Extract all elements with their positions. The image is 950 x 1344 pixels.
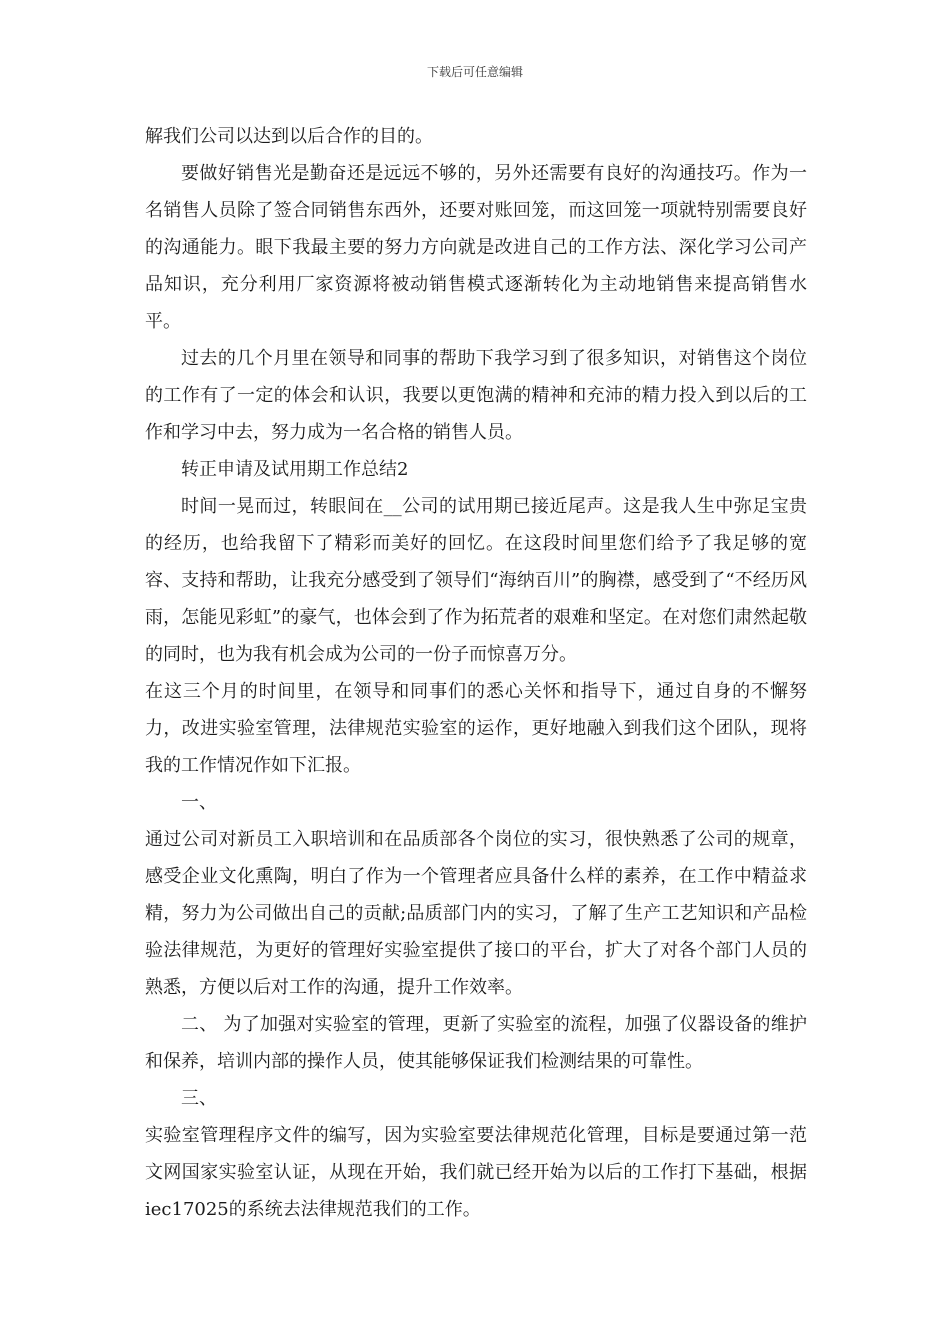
paragraph-past-months: 过去的几个月里在领导和同事的帮助下我学习到了很多知识，对销售这个岗位的工作有了一定的体会和认识，我要以更饱满的精神和充沛的精力投入到以后的工作和学习中去，努力成为一名合格的销售人员。	[145, 348, 807, 443]
paragraph-three-months: 在这三个月的时间里，在领导和同事们的悉心关怀和指导下，通过自身的不懈努力，改进实验室管理，法律规范实验室的运作，更好地融入到我们这个团队，现将我的工作情况作如下汇报。	[145, 681, 807, 776]
paragraph-lab-documents: 实验室管理程序文件的编写，因为实验室要法律规范化管理，目标是要通过第一范文网国家实验室认证，从现在开始，我们就已经开始为以后的工作打下基础，根据iec17025的系统去法律规范我们的工作。	[145, 1125, 807, 1220]
paragraph-time-flies: 时间一晃而过，转眼间在__公司的试用期已接近尾声。这是我人生中弥足宝贵的经历，也给我留下了精彩而美好的回忆。在这段时间里您们给予了我足够的宽容、支持和帮助，让我充分感受到了领导们“海纳百川”的胸襟，感受到了“不经历风雨，怎能见彩虹”的豪气，也体会到了作为拓荒者的艰难和坚定。在对您们肃然起敬的同时，也为我有机会成为公司的一份子而惊喜万分。	[145, 496, 807, 665]
page-header: 下载后可任意编辑	[426, 65, 523, 79]
paragraph-item-two: 二、 为了加强对实验室的管理，更新了实验室的流程，加强了仪器设备的维护和保养，培训内部的操作人员，使其能够保证我们检测结果的可靠性。	[145, 1014, 807, 1072]
paragraph-training: 通过公司对新员工入职培训和在品质部各个岗位的实习，很快熟悉了公司的规章，感受企业文化熏陶，明白了作为一个管理者应具备什么样的素养，在工作中精益求精，努力为公司做出自己的贡献;品质部门内的实习，了解了生产工艺知识和产品检验法律规范，为更好的管理好实验室提供了接口的平台，扩大了对各个部门人员的熟悉，方便以后对工作的沟通，提升工作效率。	[145, 829, 807, 998]
paragraph-continuation: 解我们公司以达到以后合作的目的。	[145, 126, 433, 147]
document-body	[145, 118, 807, 1228]
list-marker-three: 三、	[181, 1088, 217, 1109]
list-marker-one: 一、	[181, 792, 217, 813]
section-heading-summary-2: 转正申请及试用期工作总结2	[181, 459, 409, 480]
paragraph-communication-skills: 要做好销售光是勤奋还是远远不够的，另外还需要有良好的沟通技巧。作为一名销售人员除了签合同销售东西外，还要对账回笼，而这回笼一项就特别需要良好的沟通能力。眼下我最主要的努力方向就是改进自己的工作方法、深化学习公司产品知识，充分利用厂家资源将被动销售模式逐渐转化为主动地销售来提高销售水平。	[145, 163, 807, 332]
